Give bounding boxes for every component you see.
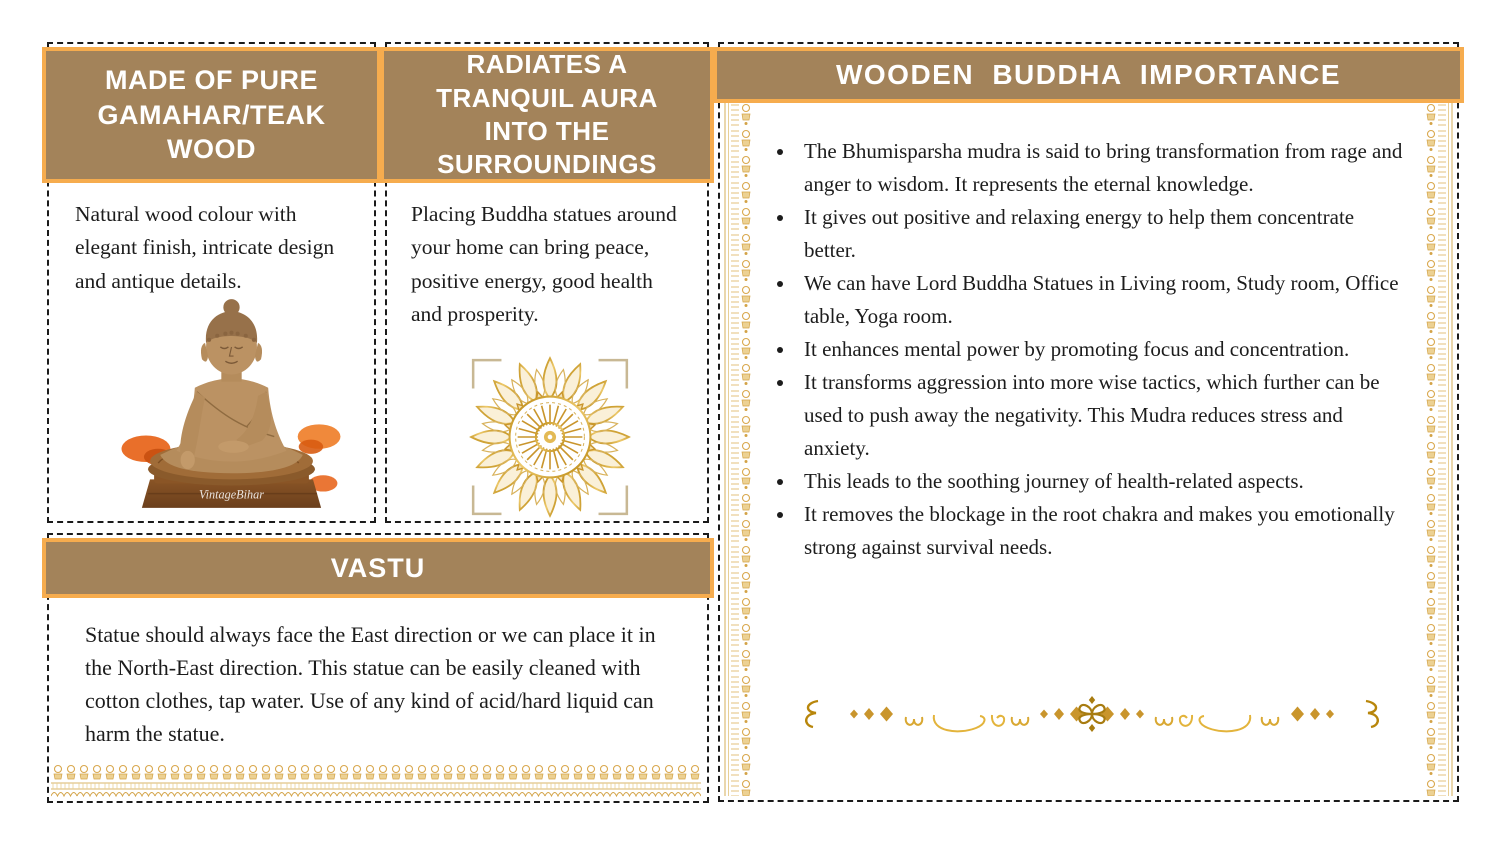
card-wood-material	[47, 42, 376, 523]
bullet-item: • It enhances mental power by promoting focus and concentration.	[796, 333, 1411, 366]
buddha-statue-icon	[119, 294, 344, 516]
card-vastu-header: VASTU	[42, 538, 714, 598]
card-vastu-body: Statue should always face the East direction or we can place it in the North-East direction. This statue can be easily cleaned with cotton clothes, tap water. Use of any kind of acid/hard liquid can harm the statue.	[85, 622, 656, 746]
statue-watermark: VintageBihar	[199, 487, 264, 502]
panel-importance	[718, 42, 1459, 802]
card-wood-body: Natural wood colour with elegant finish, intricate design and antique details.	[75, 202, 335, 293]
bullet-item: • The Bhumisparsha mudra is said to bring transformation from rage and anger to wisdom. It represents the eternal knowledge.	[796, 135, 1411, 201]
gold-lace-border-left	[723, 102, 753, 796]
card-aura-body: Placing Buddha statues around your home can bring peace, positive energy, good health and prosperity.	[411, 202, 677, 326]
bullet-item: • It removes the blockage in the root chakra and makes you emotionally strong against survival needs.	[796, 498, 1411, 564]
gold-lace-border-right	[1424, 102, 1454, 796]
importance-bullet-list	[720, 103, 1457, 564]
card-vastu	[47, 533, 709, 803]
bullet-item: • It gives out positive and relaxing energy to help them concentrate better.	[796, 201, 1411, 267]
card-wood-header: MADE OF PURE GAMAHAR/TEAK WOOD	[42, 47, 381, 183]
card-tranquil-aura	[385, 42, 709, 523]
panel-importance-header: WOODEN BUDDHA IMPORTANCE	[713, 47, 1464, 103]
buddha-statue-image	[119, 294, 344, 516]
gold-lace-border-bottom	[51, 764, 701, 798]
bullet-item: • We can have Lord Buddha Statues in Living room, Study room, Office table, Yoga room.	[796, 267, 1411, 333]
ornamental-divider	[788, 694, 1396, 752]
mandala-image	[459, 346, 641, 528]
bullet-item: • This leads to the soothing journey of health-related aspects.	[796, 465, 1411, 498]
bullet-item: • It transforms aggression into more wise tactics, which further can be used to push away the negativity. This Mudra reduces stress and anxiety.	[796, 366, 1411, 465]
gold-divider-icon	[788, 694, 1396, 752]
gold-mandala-icon	[459, 346, 641, 528]
card-aura-header: RADIATES A TRANQUIL AURA INTO THE SURROUNDINGS	[380, 47, 714, 183]
